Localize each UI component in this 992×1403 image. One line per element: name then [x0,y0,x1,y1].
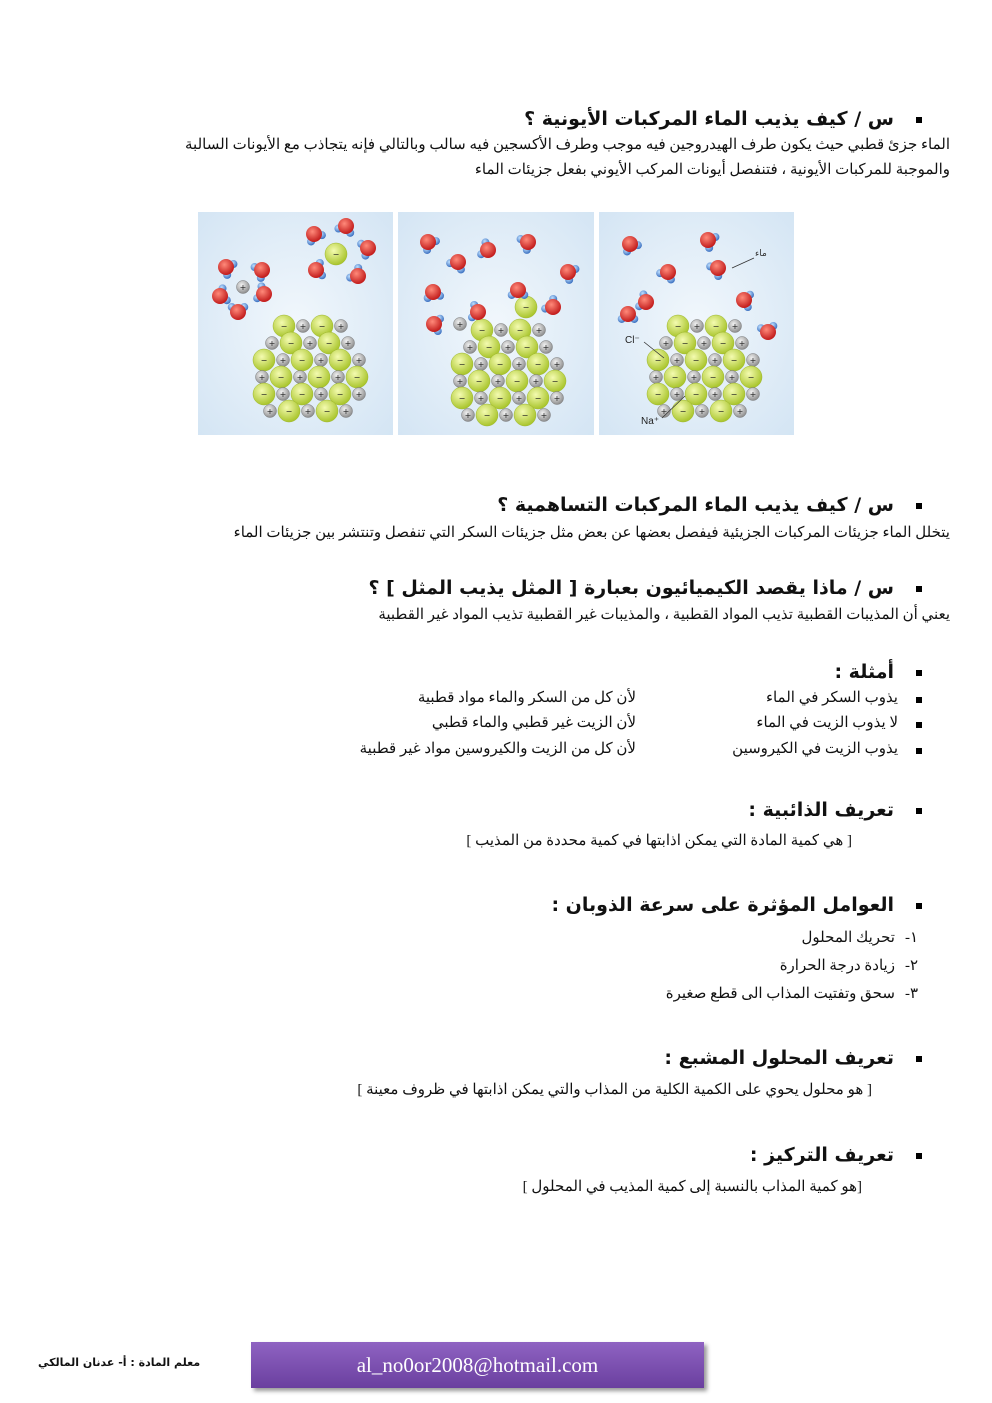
plus-sign: + [652,373,660,382]
minus-sign: − [318,322,326,331]
bullet-icon [916,722,922,728]
q1-line-2: والموجبة للمركبات الأيونية ، فتنفصل أيونات المركب الأيوني بفعل جزيئات الماء [474,162,950,178]
bullet-icon [916,586,922,592]
plus-sign: + [535,326,543,335]
example-reason: لأن كل من الزيت والكيروسين مواد غير قطبية [359,741,636,757]
bullet-icon [916,748,922,754]
plus-sign: + [728,373,736,382]
solubility-definition: [ هي كمية المادة التي يمكن اذابتها في كمية محددة من المذيب ] [466,833,852,849]
bullet-icon [916,808,922,814]
minus-sign: − [523,343,531,352]
oxygen-atom [760,324,776,340]
oxygen-atom [450,254,466,270]
oxygen-atom [736,292,752,308]
example-row [282,688,922,712]
q2-line-1: يتخلل الماء جزيئات المركبات الجزيئية فيفصل بعضها عن بعض مثل جزيئات السكر التي تنفصل وتنتشر بين جزيئات الماء [233,525,950,541]
plus-sign: + [532,377,540,386]
minus-sign: − [315,373,323,382]
plus-sign: + [344,339,352,348]
concentration-heading: تعريف التركيز : [750,1144,922,1166]
minus-sign: − [692,356,700,365]
plus-sign: + [279,390,287,399]
minus-sign: − [516,326,524,335]
sodium-label: Na⁺ [641,416,660,427]
minus-sign: − [551,377,559,386]
q3-line-1: يعني أن المذيبات القطبية تذيب المواد القطبية ، والمذيبات غير القطبية تذيب المواد غير القطبية [378,607,950,623]
chloride-label: Cl⁻ [625,335,640,346]
minus-sign: − [336,390,344,399]
minus-sign: − [521,411,529,420]
plus-sign: + [296,373,304,382]
oxygen-atom [426,316,442,332]
plus-sign: + [542,343,550,352]
minus-sign: − [679,407,687,416]
q1-heading: س / كيف يذيب الماء المركبات الأيونية ؟ [524,108,922,130]
plus-sign: + [456,377,464,386]
oxygen-atom [306,226,322,242]
plus-sign: + [355,390,363,399]
plus-sign: + [693,322,701,331]
minus-sign: − [478,326,486,335]
minus-sign: − [475,377,483,386]
q1-line-1: الماء جزئ قطبي حيث يكون طرف الهيدروجين فيه موجب وطرف الأكسجين فيه سالب وبالتالي فإنه يتجاذب مع الأيونات السالبة [185,137,950,153]
bullet-icon [916,117,922,123]
plus-sign: + [553,394,561,403]
minus-sign: − [654,390,662,399]
plus-sign: + [317,356,325,365]
saturated-heading: تعريف المحلول المشبع : [664,1047,922,1069]
oxygen-atom [425,284,441,300]
oxygen-atom [254,262,270,278]
minus-sign: − [285,407,293,416]
plus-sign: + [502,411,510,420]
minus-sign: − [534,394,542,403]
factor-item: ٣-سحق وتفتيت المذاب الى قطع صغيرة [665,986,918,1002]
q3-heading: س / ماذا يقصد الكيميائيون بعبارة [ المثل يذيب المثل ] ؟ [368,577,922,599]
plus-sign: + [540,411,548,420]
plus-sign: + [749,390,757,399]
oxygen-atom [470,304,486,320]
bullet-icon [916,503,922,509]
plus-sign: + [355,356,363,365]
oxygen-atom [710,260,726,276]
oxygen-atom [230,304,246,320]
bullet-icon [916,903,922,909]
minus-sign: − [287,339,295,348]
plus-sign: + [736,407,744,416]
plus-sign: + [553,360,561,369]
oxygen-atom [560,264,576,280]
q2-heading: س / كيف يذيب الماء المركبات التساهمية ؟ [497,494,922,516]
plus-sign: + [660,407,668,416]
bullet-icon [916,1056,922,1062]
plus-sign: + [711,390,719,399]
plus-sign: + [477,394,485,403]
plus-sign: + [700,339,708,348]
plus-sign: + [337,322,345,331]
minus-sign: − [692,390,700,399]
minus-sign: − [681,339,689,348]
plus-sign: + [456,320,464,329]
ionic-dissolution-figure [198,212,794,435]
oxygen-atom [212,288,228,304]
oxygen-atom [360,240,376,256]
plus-sign: + [504,343,512,352]
oxygen-atom [218,259,234,275]
minus-sign: − [325,339,333,348]
example-row [282,739,922,763]
plus-sign: + [515,394,523,403]
plus-sign: + [239,283,247,292]
plus-sign: + [698,407,706,416]
oxygen-atom [660,264,676,280]
minus-sign: − [496,394,504,403]
saturated-definition: [ هو محلول يحوي على الكمية الكلية من المذاب والتي يمكن اذابتها في ظروف معينة ] [357,1082,872,1098]
plus-sign: + [731,322,739,331]
minus-sign: − [654,356,662,365]
plus-sign: + [304,407,312,416]
bullet-icon [916,1153,922,1159]
minus-sign: − [458,394,466,403]
examples-heading: أمثلة : [834,661,922,683]
oxygen-atom [350,268,366,284]
plus-sign: + [690,373,698,382]
minus-sign: − [719,339,727,348]
minus-sign: − [260,356,268,365]
bullet-icon [916,697,922,703]
plus-sign: + [466,343,474,352]
minus-sign: − [522,303,530,312]
factor-item: ١-تحريك المحلول [801,930,918,946]
plus-sign: + [334,373,342,382]
plus-sign: + [662,339,670,348]
solubility-heading: تعريف الذائبية : [748,799,922,821]
oxygen-atom [520,234,536,250]
minus-sign: − [332,250,340,259]
minus-sign: − [280,322,288,331]
plus-sign: + [673,390,681,399]
oxygen-atom [620,306,636,322]
minus-sign: − [730,390,738,399]
plus-sign: + [279,356,287,365]
minus-sign: − [323,407,331,416]
plus-sign: + [317,390,325,399]
plus-sign: + [306,339,314,348]
plus-sign: + [711,356,719,365]
oxygen-atom [338,218,354,234]
minus-sign: − [709,373,717,382]
minus-sign: − [747,373,755,382]
minus-sign: − [671,373,679,382]
plus-sign: + [738,339,746,348]
oxygen-atom [545,299,561,315]
minus-sign: − [336,356,344,365]
minus-sign: − [260,390,268,399]
minus-sign: − [534,360,542,369]
plus-sign: + [464,411,472,420]
plus-sign: + [258,373,266,382]
minus-sign: − [277,373,285,382]
minus-sign: − [513,377,521,386]
oxygen-atom [308,262,324,278]
plus-sign: + [266,407,274,416]
plus-sign: + [673,356,681,365]
minus-sign: − [712,322,720,331]
minus-sign: − [496,360,504,369]
footer-teacher: معلم المادة : أ- عدنان المالكي [38,1356,201,1369]
plus-sign: + [749,356,757,365]
oxygen-atom [420,234,436,250]
minus-sign: − [353,373,361,382]
plus-sign: + [268,339,276,348]
oxygen-atom [700,232,716,248]
concentration-definition: [هو كمية المذاب بالنسبة إلى كمية المذيب في المحلول ] [522,1179,862,1195]
footer-email: al_no0or2008@hotmail.com [251,1342,704,1388]
minus-sign: − [483,411,491,420]
example-case: لا يذوب الزيت في الماء [756,715,898,731]
oxygen-atom [638,294,654,310]
bullet-icon [916,670,922,676]
minus-sign: − [298,356,306,365]
plus-sign: + [477,360,485,369]
plus-sign: + [497,326,505,335]
oxygen-atom [622,236,638,252]
example-case: يذوب السكر في الماء [765,690,898,706]
example-case: يذوب الزيت في الكيروسين [732,741,898,757]
minus-sign: − [298,390,306,399]
example-reason: لأن كل من السكر والماء مواد قطبية [417,690,636,706]
plus-sign: + [342,407,350,416]
minus-sign: − [485,343,493,352]
oxygen-atom [510,282,526,298]
oxygen-atom [256,286,272,302]
factors-heading: العوامل المؤثرة على سرعة الذوبان : [551,894,922,916]
plus-sign: + [515,360,523,369]
factor-item: ٢-زيادة درجة الحرارة [779,958,918,974]
example-reason: لأن الزيت غير قطبي والماء قطبي [431,715,636,731]
minus-sign: − [730,356,738,365]
oxygen-atom [480,242,496,258]
plus-sign: + [494,377,502,386]
water-label: ماء [755,249,767,259]
minus-sign: − [458,360,466,369]
plus-sign: + [299,322,307,331]
minus-sign: − [717,407,725,416]
minus-sign: − [674,322,682,331]
example-row [282,713,922,737]
